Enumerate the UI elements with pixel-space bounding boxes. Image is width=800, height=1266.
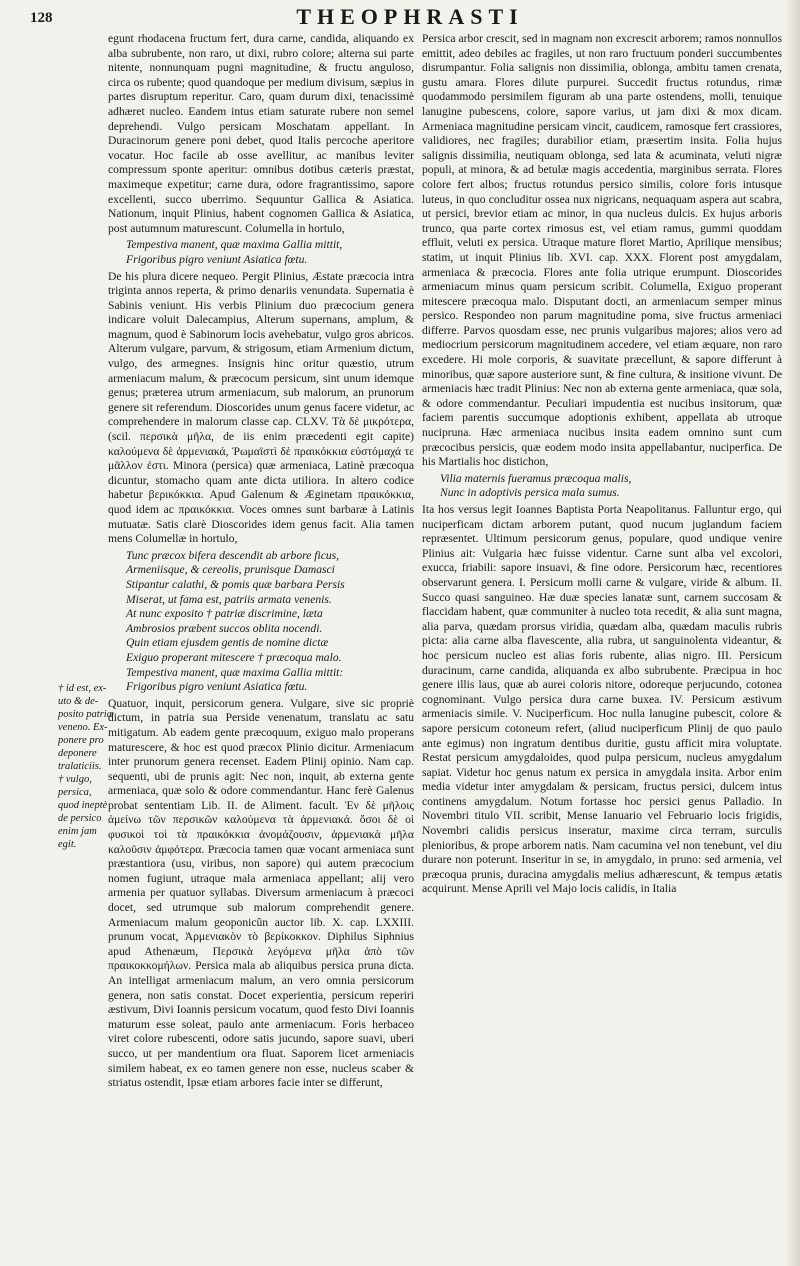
verse-line: Stipantur calathi, & pomis quæ barbara Persis — [126, 577, 345, 591]
margin-note-line: posito patriæ — [58, 709, 114, 720]
verse-line: Frigoribus pigro veniunt Asiatica fœtu. — [126, 680, 308, 694]
verse-block — [440, 472, 782, 501]
margin-note-line: persica, — [58, 787, 92, 798]
margin-note-line: ponere pro — [58, 735, 104, 746]
right-column — [422, 32, 782, 1252]
verse-line: At nunc exposito † patriæ discrimine, læta — [126, 607, 323, 621]
paragraph: Persica arbor crescit, sed in magnam non excrescit arborem; ramos nonnullos emittit, adeo debiles ac fragiles, ut non raro fructuum ponderi succumbentes disrumpantur. Folia salignis non dissimilia, oblonga, ambitu tamen crenata, gustu amara. Flores dilute purpurei. Succedit fructus rotundus, rimæ quodammodo persimilem figuram ab una parte ostendens, molli, tenuique lanugine pubescens, colore, sapore varius, ut jam dixi & mox dicam. Armeniaca magnitudine persicam vincit, caudicem, ramosque fert crassiores, validiores, nec fragiles; durabilior etiam, præsertim insita. Folia hujus salignis dissimilia, neutiquam oblonga, sed lata & acuminata, veluti nigræ populi, at minora, & ad betulæ magis accedentia, marginibus serrata. Flores colore fert albos; fructus rotundus persico similis, colore foris intusque luteus, in quo concluditur ossea nux nigricans, nequaquam aspera aut scabra, ut persici, brevior etiam ac minor, in qua nucleus dulcis. Ex hujus arboris trunco, qua parte cortex rimosus est, vel etiam ramus, gummi quoddam effluit, veluti ex persica. Utraque mature floret Martio, Aprilique mensibus; statim, ut inquit Plinius lib. XVI. cap. XXX. Florent post amygdalam, armeniaca & præcocia. Flores ante folia utrique erumpunt. Dioscorides armeniacum minus quam persicum scribit. Columella, Exiguo properant mitescere præcoqua malo. Disputant docti, an armeniacum semper minus persico. Respondeo non parum magnitudine poma, sive fructus armeniaci differre. Parvos quosdam esse, nec prunis vulgaribus majores; alios vero ad mediocrium persicorum magnitudinem accedere, vel etiam æquare, non raro excedere. Hi mole corporis, & suavitate præcellunt, & sapore differunt à minoribus, quæ sapore austeriore sunt, & fine cultura, & insitione vivunt. De armeniacis hæc tradit Plinius: Nec non ab externa gente armeniaca, quæ sola, & odore commendantur. Peculiari impudentia est nucibus insitorum, quæ faciem parentis succumque adoptionis exhibent, appellata ab utroque nucipruna. Hæc armeniaca nucibus insita eadem omnino sunt cum præcocibus persicis, quæ eodem modo insita appellabantur, nuciperfica. De his Martialis hoc distichon, — [422, 32, 782, 469]
running-head: THEOPHRASTI — [296, 4, 524, 29]
paragraph: De his plura dicere nequeo. Pergit Plinius, Æstate præcocia intra triginta annos reperta, & primo denariis venundata. Supernatia è Sabinis veniunt. His verbis Plinium duo præcocium genera indicare voluit Dalecampius, Alterum supernans, amplum, & magnum, quod è Sabinorum locis avehebatur, vulgo gros abricos. Alterum vulgare, parvum, & strigosum, etiam Armenium dictum, vulgo, des armegnes. Insignis hinc oritur quæstio, utrum armeniacum malum, & præcocum persicum, sint unum idemque genus; præterea utrum armeniacum, sub malorum, an prunorum genere sit referendum. Dioscorides unum genus facere videtur, ac comprehendere in malorum classe cap. CLXV. Τὰ δὲ μικρότερα, (scil. περσικὰ μῆλα, de iis enim præcedenti egit capite) καλούμενα δὲ ἀρμενιακά, Ῥωμαϊστὶ δὲ πραικόκκια εὐστόμαχά τε μᾶλλον ἐστι. Minora (persica) quæ armeniaca, Latinè præcoqua dicuntur, stomacho quam ante dicta utiliora. In altero codice habetur βερικόκκια. Apud Galenum & Æginetam πραικόκκια, quod idem ac πραικόκκια. Voces omnes sunt barbaræ à Latinis mutuatæ. Satis clarè Dioscorides idem genus facit. Alia tamen mens Columellæ in hortulo, — [108, 269, 414, 546]
paragraph: Quatuor, inquit, persicorum genera. Vulgare, sive sic propriè dictum, in patria sua Perside venenatum, translatu ac satu mitigatum. Ab eadem gente præcoquum, exiguo malo properans maturescere, & hoc est quod præcox Plinio dicitur. Armeniacum inter prunorum genera recenset. Eadem Plinij opinio. Nam cap. sequenti, ubi de prunis agit: Nec non, inquit, ab externa gente armeniaca, quæ solo & odore commendantur. Hanc ferè Galenus probat sententiam Lib. II. de Aliment. facult. Ἐν δὲ μῆλοις ἀμείνω τῶν περσικῶν καλούμενα τὰ ἀρμενιακά. ὅσοι δὲ οἱ φυσικοὶ τοὶ τὰ πραικόκκια ἀνομάζουσιν, ἀρμενιακὰ μῆλα καλοῦσιν ἀμφότερα. Præcocia tamen quæ vocant armeniaca sunt præstantiora (usu, viribus, non sapore) qui autem præcocium nomen fugiunt, utraque mala armeniaca appellant; alij vero armenia per quatuor syllabas. Diversum armeniacum à præcoci docet, sed utrumque sub malorum comprehendit genere. Armeniacum malum geoponicûn auctor lib. X. cap. LXXIII. prunum vocat, Ἀρμενιακὸν τὸ βερίκοκκον. Diphilus Siphnius apud Athenæum, Περσικὰ λεγόμενα μῆλα ἀπὸ τῶν πραικοκκομήλων. Persica mala ab aliquibus persica pruna dicta. An intelligat armeniacum malum, an vero omnia persicorum genera, non satis constat. Docet experientia, persicum reperiri æstivum, Divi Ioannis persicum vocatum, quod festo Divi Ioannis maturum esse soleat, paulo ante armeniacum. Foris herbaceo viret colore rubescenti, odore satis jucundo, sapore suavi, uberi succo, ut per mandentium ora fluat. Saporem licet armeniacis similem habeat, ex eo tamen genere non esse, nucleus scaber & striatus ostendit, Ipsæ etiam arbores facie inter se differunt, — [108, 696, 414, 1090]
margin-note-line: uto & de- — [58, 696, 99, 707]
verse-line: Frigoribus pigro veniunt Asiatica fœtu. — [126, 252, 308, 266]
verse-line: Nunc in adoptivis persica mala sumus. — [440, 486, 620, 500]
left-column — [108, 32, 414, 1252]
margin-note-line: de persico — [58, 813, 102, 824]
margin-note-line: † vulgo, — [58, 774, 92, 785]
margin-note-line: veneno. Ex- — [58, 722, 108, 733]
margin-note-line: tralaticiis. — [58, 761, 102, 772]
margin-note-line: † id est, ex- — [58, 683, 107, 694]
verse-line: Vilia maternis fueramus præcoqua malis, — [440, 471, 632, 485]
margin-note-line: egit. — [58, 839, 77, 850]
verse-line: Quin etiam ejusdem gentis de nomine dictæ — [126, 636, 329, 650]
paragraph: egunt rhodacena fructum fert, dura carne, candida, aliquando ex alba subrubente, non raro, ut dixi, rubro colore; alterna sui parte nitente, nonnunquam pugni magnitudine, & fructu anguloso, circa os rubente; quod quandoque per medium divisum, sæpius in partes disruptum reperitur. Caro, quam durum dixi, tenacissimè adhæret nucleo. Eandem intus etiam saturate rubere non semel deprehendi. Vulgo persicam Moschatam appellant. In Duracinorum genere poni debet, quod Italis percoche aperitore vocatur. Hoc facile ab osse avellitur, ac manibus leviter compressum sponte aperitur: omnibus dotibus cæteris præstat, maximeque expetitur; carne dura, odore fragrantissimo, sapore excellenti, succo uberrimo. Sequuntur Gallica & Asiatica. Nationum, inquit Plinius, habent cognomen Gallica & Asiatica, post autumnum maturescunt. Columella in hortulo, — [108, 32, 414, 235]
verse-block — [126, 549, 414, 695]
margin-note-line: deponere — [58, 748, 97, 759]
margin-note-line: quod ineptè — [58, 800, 108, 811]
page-edge-shadow — [786, 0, 800, 1266]
page-header — [30, 4, 790, 32]
verse-block — [126, 238, 414, 267]
paragraph: Ita hos versus legit Ioannes Baptista Porta Neapolitanus. Falluntur ergo, qui nuciperficam dictam arborem putant, quod nucum juglandum faciem repræsentet. Ultimum persicorum genus, populare, quod undique venire Plinius ait: Vulgaria hæc fuisse videntur. Carne sunt alba vel excolori, exucca, friabili: sapore insuavi, & fine odore. Persicorum hæc, recentiores observarunt genera. I. Persicum molli carne & vulgare, viride & album. II. Succo quasi sanguineo. Hæ duæ species lanatæ sunt, carnem succosam & flaccidam habent, quæ communiter à nucleo tota recedit, & alia sunt magna, alia parva, quædam prorsus viridia, quædam alba, quædam maculis rubris picta: alia carne alba flavescente, alia rubra, ut sanguinolenta videantur, & hoc persicum nucleo est alias foris rubente, alias nigro. III. Persicum duracinum, carne candida, aliquanda ex albo subrubente. Præcipua in hoc genere illis laus, quæ ab aurei coloris nitore, odoreque perjucundo, cotonea cognominant. Vulgo persica dura carne buxea. IV. Persicum æstivum armeniacis simile. V. Nuciperficum. Hoc nulla lanugine pubescit, colore & sapore persicum cotoneum refert, (aliud nuciperficum Plinij de quo paulo ante egimus) non ingratum dentibus duritie, gustu afficit mira voluptate. Restat persicum amygdaloides, quod pulpa persicum, nucleus amygdalum sapiat. Videtur hoc genus natum ex persica in amygdala insita. Arbor enim media videtur inter amygdalam & persicam, fructus persici, dulcem intus continens amygdalum. Notum fortasse hoc persici genus Palladio. In Novembri titulo VII. scribit, Mense Ianuario vel Februario locis frigidis, Novembri calidis persicus inseratur, maxime circa terram, surculis plenioribus, & prope arborem natis. Nam cacumina vel non tenebunt, vel diu durare non poterunt. Inseritur in se, in amygdalo, in pruno: sed armenia, vel præcoqua prunis, duracina amygdalis melius adhærescunt, & tempus ætatis acquirunt. Mense Aprili vel Majo locis calidis, in Italia — [422, 503, 782, 896]
verse-line: Armeniisque, & cereolis, prunisque Damasci — [126, 563, 335, 577]
verse-line: Exiguo properant mitescere † præcoqua malo. — [126, 650, 342, 664]
verse-line: Ambrosios præbent succos oblita nocendi. — [126, 621, 323, 635]
page-number: 128 — [30, 10, 53, 26]
verse-line: Tempestiva manent, quæ maxima Gallia mittit: — [126, 665, 344, 679]
margin-note-line: enim jam — [58, 826, 97, 837]
verse-line: Tunc præcox bifera descendit ab arbore ficus, — [126, 548, 340, 562]
verse-line: Miserat, ut fama est, patriis armata venenis. — [126, 592, 332, 606]
verse-line: Tempestiva manent, quæ maxima Gallia mittit, — [126, 238, 343, 252]
